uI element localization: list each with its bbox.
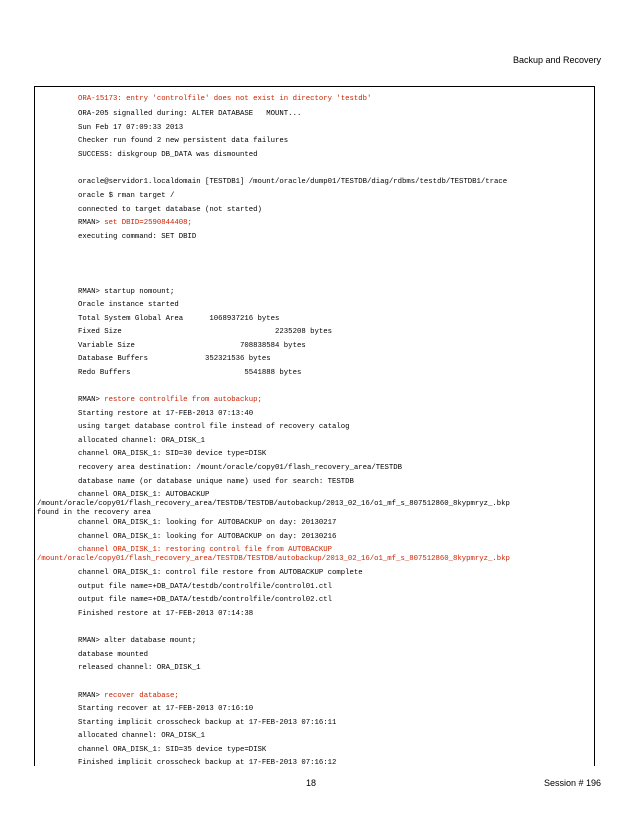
output-line bbox=[78, 610, 253, 619]
output-line-text: found in the recovery area bbox=[37, 509, 151, 517]
output-line-text: channel ORA_DISK_1: AUTOBACKUP bbox=[78, 491, 210, 499]
output-line-text: RMAN> startup nomount; bbox=[78, 288, 175, 296]
output-line bbox=[78, 219, 192, 228]
output-line-text: Variable Size 708838584 bytes bbox=[78, 342, 306, 350]
output-line bbox=[78, 464, 402, 473]
output-line bbox=[78, 328, 332, 337]
output-line-text: recovery area destination: /mount/oracle/copy01/flash_recovery_area/TESTDB bbox=[78, 464, 403, 472]
output-line bbox=[78, 705, 253, 714]
output-line-text: restore controlfile from autobackup; bbox=[104, 396, 262, 404]
output-line bbox=[78, 288, 174, 297]
rman-prompt: RMAN> bbox=[78, 396, 105, 404]
output-line-text: Database Buffers 352321536 bytes bbox=[78, 355, 271, 363]
output-line bbox=[78, 369, 301, 378]
output-line-text: database name (or database unique name) used for search: TESTDB bbox=[78, 478, 354, 486]
output-line-text: oracle $ rman target / bbox=[78, 192, 175, 200]
output-line-text: recover database; bbox=[104, 692, 179, 700]
output-line bbox=[37, 509, 151, 518]
output-line-text: using target database control file instead of recovery catalog bbox=[78, 423, 350, 431]
output-line bbox=[78, 192, 174, 201]
output-line-text: Starting recover at 17-FEB-2013 07:16:10 bbox=[78, 705, 254, 713]
output-line-text: output file name=+DB_DATA/testdb/controlfile/control01.ctl bbox=[78, 583, 332, 591]
output-line bbox=[78, 664, 201, 673]
output-line-text: Starting restore at 17-FEB-2013 07:13:40 bbox=[78, 410, 254, 418]
output-line bbox=[78, 719, 336, 728]
output-line bbox=[78, 151, 258, 160]
output-line bbox=[78, 410, 253, 419]
output-line-text: allocated channel: ORA_DISK_1 bbox=[78, 732, 205, 740]
page-number: 18 bbox=[306, 778, 317, 788]
output-line bbox=[78, 533, 336, 542]
rman-prompt: RMAN> bbox=[78, 219, 105, 227]
output-line bbox=[78, 583, 332, 592]
output-line bbox=[78, 569, 363, 578]
output-line-text: channel ORA_DISK_1: restoring control file from AUTOBACKUP bbox=[78, 546, 332, 554]
output-line-text: executing command: SET DBID bbox=[78, 233, 197, 241]
session-label: Session # 196 bbox=[543, 778, 601, 788]
output-line bbox=[78, 596, 332, 605]
output-line-text: released channel: ORA_DISK_1 bbox=[78, 664, 201, 672]
output-line-text: Checker run found 2 new persistent data failures bbox=[78, 137, 289, 145]
output-line-text: channel ORA_DISK_1: looking for AUTOBACKUP on day: 20130216 bbox=[78, 533, 337, 541]
output-line-text: /mount/oracle/copy01/flash_recovery_area/TESTDB/TESTDB/autobackup/2013_02_16/o1_mf_s_807512860_8kypmryz_.bkp bbox=[37, 555, 510, 563]
output-line-text: set DBID=2590844408; bbox=[104, 219, 192, 227]
output-line-text: SUCCESS: diskgroup DB_DATA was dismounted bbox=[78, 151, 258, 159]
output-line bbox=[78, 315, 279, 324]
output-line bbox=[78, 233, 196, 242]
output-line bbox=[78, 423, 350, 432]
output-line bbox=[78, 746, 266, 755]
output-line bbox=[78, 732, 205, 741]
rman-prompt: RMAN> bbox=[78, 692, 105, 700]
output-line bbox=[78, 437, 205, 446]
output-line bbox=[78, 342, 306, 351]
output-line bbox=[78, 206, 262, 215]
output-line bbox=[78, 110, 301, 119]
output-line-text: Fixed Size 2235208 bytes bbox=[78, 328, 332, 336]
output-line-text: /mount/oracle/copy01/flash_recovery_area/TESTDB/TESTDB/autobackup/2013_02_16/o1_mf_s_807512860_8kypmryz_.bkp bbox=[37, 500, 510, 508]
output-line-text: Oracle instance started bbox=[78, 301, 179, 309]
output-line-text: oracle@servidor1.localdomain [TESTDB1] /mount/oracle/dump01/TESTDB/diag/rdbms/testdb/TESTDB1/trace bbox=[78, 178, 508, 186]
output-line-text: Starting implicit crosscheck backup at 17-FEB-2013 07:16:11 bbox=[78, 719, 337, 727]
output-line bbox=[78, 301, 179, 310]
output-line bbox=[78, 137, 288, 146]
output-line-text: Sun Feb 17 07:09:33 2013 bbox=[78, 124, 184, 132]
output-line bbox=[78, 519, 336, 528]
output-line bbox=[78, 651, 148, 660]
output-line-text: connected to target database (not started) bbox=[78, 206, 262, 214]
output-line-text: database mounted bbox=[78, 651, 149, 659]
output-line bbox=[78, 355, 271, 364]
output-line-text: Finished restore at 17-FEB-2013 07:14:38 bbox=[78, 610, 254, 618]
output-line bbox=[78, 759, 336, 768]
page-header-title: Backup and Recovery bbox=[512, 55, 601, 65]
output-line-text: ORA-205 signalled during: ALTER DATABASE MOUNT... bbox=[78, 110, 302, 118]
output-line-text: RMAN> alter database mount; bbox=[78, 637, 197, 645]
output-line-text: Finished implicit crosscheck backup at 17-FEB-2013 07:16:12 bbox=[78, 759, 337, 767]
output-line bbox=[78, 637, 196, 646]
output-line bbox=[78, 491, 209, 500]
output-line-text: channel ORA_DISK_1: looking for AUTOBACKUP on day: 20130217 bbox=[78, 519, 337, 527]
output-line-text: output file name=+DB_DATA/testdb/controlfile/control02.ctl bbox=[78, 596, 332, 604]
output-line-text: ORA-15173: entry 'controlfile' does not exist in directory 'testdb' bbox=[78, 95, 372, 103]
output-line bbox=[37, 555, 510, 564]
output-line bbox=[78, 546, 332, 555]
output-line bbox=[78, 478, 354, 487]
output-line bbox=[37, 500, 510, 509]
output-line-text: Redo Buffers 5541888 bytes bbox=[78, 369, 302, 377]
output-line-text: channel ORA_DISK_1: SID=30 device type=DISK bbox=[78, 450, 267, 458]
output-line-text: Total System Global Area 1068937216 bytes bbox=[78, 315, 280, 323]
output-line-text: channel ORA_DISK_1: control file restore from AUTOBACKUP complete bbox=[78, 569, 363, 577]
output-line bbox=[78, 95, 371, 104]
output-line bbox=[78, 692, 179, 701]
output-line-text: channel ORA_DISK_1: SID=35 device type=DISK bbox=[78, 746, 267, 754]
output-line bbox=[78, 178, 507, 187]
output-line bbox=[78, 124, 183, 133]
output-line-text: allocated channel: ORA_DISK_1 bbox=[78, 437, 205, 445]
output-line bbox=[78, 450, 266, 459]
output-line bbox=[78, 396, 262, 405]
